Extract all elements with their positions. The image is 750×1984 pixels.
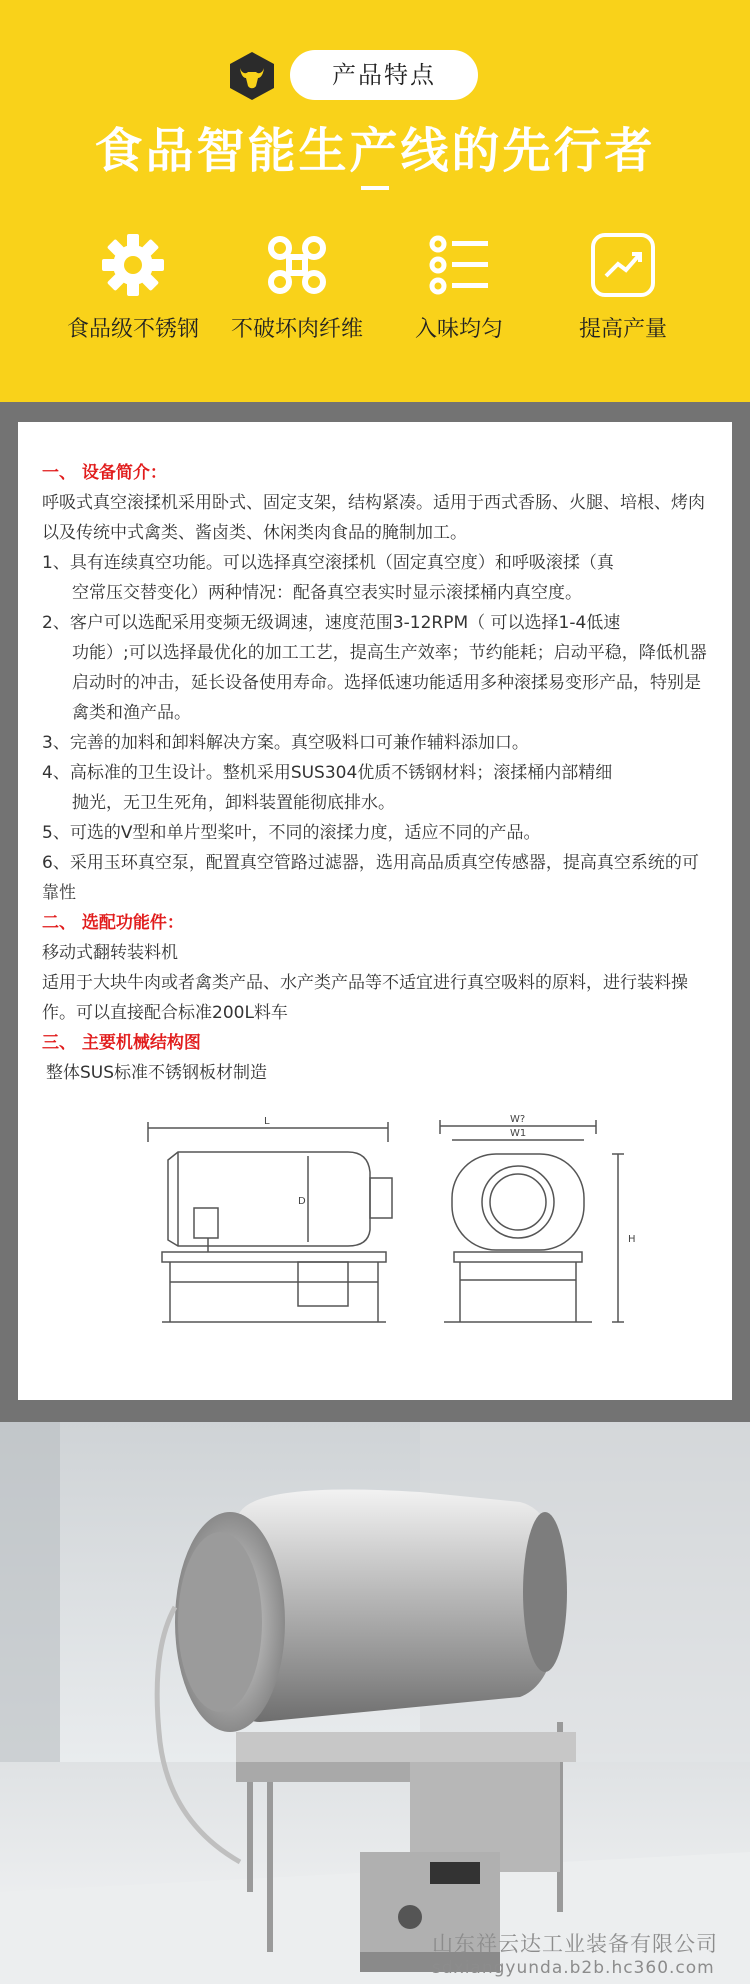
title-divider <box>361 186 389 190</box>
dimension-label-width-inner: W1 <box>510 1128 527 1139</box>
feature-flavor <box>384 232 534 342</box>
feature-label: 不破坏肉纤维 <box>230 317 363 342</box>
command-icon <box>264 232 330 298</box>
feature-item-1: 1、具有连续真空功能。可以选择真空滚揉机（固定真空度）和呼吸滚揉（真 <box>42 553 614 573</box>
feature-item-2: 2、客户可以选配采用变频无级调速，速度范围3-12RPM（ 可以选择1-4低速 <box>42 613 621 633</box>
list-icon <box>426 232 492 298</box>
spec-panel <box>0 402 750 1422</box>
hero-banner <box>0 0 750 402</box>
feature-fiber <box>222 232 372 342</box>
spec-card <box>18 422 732 1400</box>
feature-item-5: 5、可选的V型和单片型桨叶，不同的滚揉力度，适应不同的产品。 <box>42 823 541 843</box>
feature-badge: 产品特点 <box>290 50 478 100</box>
dimension-label-length: L <box>264 1116 270 1127</box>
product-photo <box>0 1422 750 1984</box>
feature-stainless <box>58 232 208 342</box>
option-name: 移动式翻转装料机 <box>42 943 178 963</box>
bull-logo-icon <box>226 50 278 102</box>
structure-note: 整体SUS标准不锈钢板材制造 <box>46 1063 268 1083</box>
feature-item-4: 4、高标准的卫生设计。整机采用SUS304优质不锈钢材料；滚揉桶内部精细 <box>42 763 613 783</box>
feature-item-1-cont: 空常压交替变化）两种情况：配备真空表实时显示滚揉桶内真空度。 <box>72 583 582 603</box>
watermark-company: 山东祥云达工业装备有限公司 <box>432 1932 718 1956</box>
feature-label: 食品级不锈钢 <box>66 317 199 342</box>
page-headline: 食品智能生产线的先行者 <box>94 123 656 179</box>
section-heading-intro: 一、 设备简介： <box>42 463 167 483</box>
feature-yield <box>548 232 698 342</box>
watermark-url: sdxiangyunda.b2b.hc360.com <box>432 1958 715 1978</box>
dimension-label-width-outer: W? <box>510 1114 526 1125</box>
intro-text: 呼吸式真空滚揉机采用卧式、固定支架，结构紧凑。适用于西式香肠、火腿、培根、烤肉以及传统中式禽类、酱卤类、休闲类肉食品的腌制加工。 <box>42 493 705 543</box>
feature-item-6: 6、采用玉环真空泵，配置真空管路过滤器，选用高品质真空传感器，提高真空系统的可靠性 <box>42 853 699 903</box>
option-description: 适用于大块牛肉或者禽类产品、水产类产品等不适宜进行真空吸料的原料，进行装料操作。可以直接配合标准200L料车 <box>42 973 688 1023</box>
section-heading-options: 二、 选配功能件： <box>42 913 184 933</box>
mechanical-drawing <box>98 1112 658 1362</box>
section-heading-structure: 三、 主要机械结构图 <box>42 1033 201 1053</box>
feature-label: 入味均匀 <box>414 317 503 342</box>
feature-item-4-cont: 抛光，无卫生死角，卸料装置能彻底排水。 <box>72 793 395 813</box>
feature-item-2-cont: 功能）;可以选择最优化的加工工艺，提高生产效率；节约能耗；启动平稳，降低机器启动时的冲击，延长设备使用寿命。选择低速功能适用多种滚揉易变形产品，特别是禽类和渔产品。 <box>72 643 707 723</box>
feature-label: 提高产量 <box>578 317 667 342</box>
feature-item-3: 3、完善的加料和卸料解决方案。真空吸料口可兼作辅料添加口。 <box>42 733 529 753</box>
dimension-label-height: H <box>628 1234 636 1245</box>
gear-icon <box>100 232 166 298</box>
dimension-label-diameter: D <box>298 1196 306 1207</box>
trend-icon <box>590 232 656 298</box>
